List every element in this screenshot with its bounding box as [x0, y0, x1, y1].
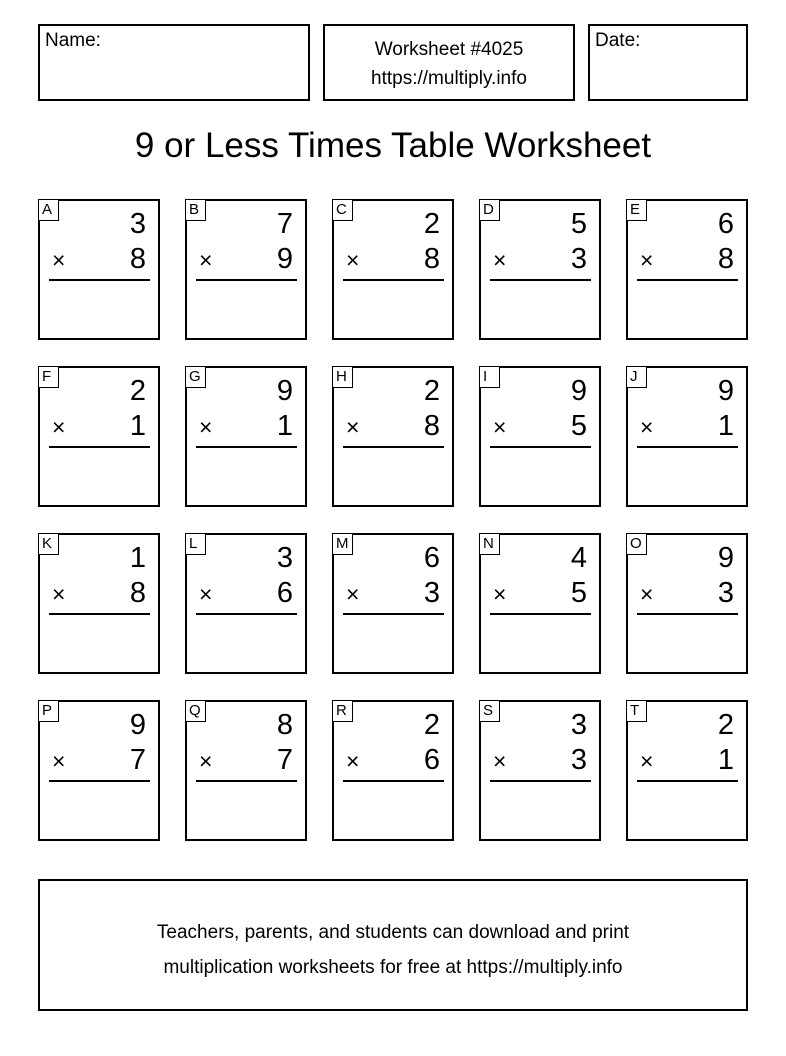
answer-line — [637, 279, 738, 281]
multiplier: 1 — [717, 410, 734, 442]
problem-card[interactable] — [479, 366, 601, 507]
problem-card[interactable] — [626, 366, 748, 507]
worksheet-url: https://multiply.info — [371, 68, 527, 89]
multiplicand: 9 — [276, 375, 293, 407]
times-sign: × — [52, 247, 66, 273]
multiplicand: 3 — [570, 709, 587, 741]
answer-line — [637, 780, 738, 782]
problem-card[interactable] — [626, 700, 748, 841]
problem-letter: C — [332, 199, 353, 221]
times-sign: × — [493, 414, 507, 440]
problem-card[interactable] — [479, 700, 601, 841]
problem-letter: R — [332, 700, 353, 722]
multiplier: 7 — [276, 744, 293, 776]
answer-line — [490, 780, 591, 782]
problem-letter: S — [479, 700, 500, 722]
multiplicand: 2 — [423, 375, 440, 407]
problem-letter: T — [626, 700, 647, 722]
answer-line — [490, 279, 591, 281]
times-sign: × — [346, 414, 360, 440]
problem-card[interactable] — [626, 533, 748, 674]
problem-card[interactable] — [479, 199, 601, 340]
multiplicand: 2 — [717, 709, 734, 741]
problem-letter: K — [38, 533, 59, 555]
problem-card[interactable] — [38, 700, 160, 841]
worksheet-info-box — [323, 24, 575, 101]
multiplier: 3 — [423, 577, 440, 609]
problem-card[interactable] — [185, 533, 307, 674]
times-sign: × — [640, 247, 654, 273]
times-sign: × — [493, 247, 507, 273]
times-sign: × — [346, 247, 360, 273]
times-sign: × — [346, 581, 360, 607]
times-sign: × — [52, 581, 66, 607]
problem-letter: M — [332, 533, 353, 555]
multiplier: 8 — [423, 243, 440, 275]
answer-line — [343, 446, 444, 448]
answer-line — [49, 446, 150, 448]
problem-card[interactable] — [479, 533, 601, 674]
multiplier: 8 — [129, 243, 146, 275]
footer-line-1: Teachers, parents, and students can download and print — [156, 922, 630, 943]
multiplicand: 9 — [570, 375, 587, 407]
problem-letter: J — [626, 366, 647, 388]
times-sign: × — [52, 414, 66, 440]
problem-card[interactable] — [332, 366, 454, 507]
multiplier: 1 — [129, 410, 146, 442]
multiplier: 9 — [276, 243, 293, 275]
times-sign: × — [52, 748, 66, 774]
problem-card[interactable] — [38, 533, 160, 674]
multiplicand: 4 — [570, 542, 587, 574]
problem-letter: H — [332, 366, 353, 388]
answer-line — [49, 780, 150, 782]
answer-line — [637, 446, 738, 448]
answer-line — [343, 780, 444, 782]
multiplicand: 9 — [717, 542, 734, 574]
times-sign: × — [640, 748, 654, 774]
worksheet-number: Worksheet #4025 — [374, 39, 524, 60]
footer-box — [38, 879, 748, 1011]
date-label: Date: — [595, 30, 641, 51]
multiplicand: 9 — [129, 709, 146, 741]
multiplicand: 2 — [129, 375, 146, 407]
problem-letter: A — [38, 199, 59, 221]
problem-letter: L — [185, 533, 206, 555]
times-sign: × — [493, 581, 507, 607]
problem-letter: B — [185, 199, 206, 221]
problem-card[interactable] — [332, 199, 454, 340]
multiplicand: 5 — [570, 208, 587, 240]
problem-card[interactable] — [38, 199, 160, 340]
multiplicand: 3 — [129, 208, 146, 240]
answer-line — [49, 279, 150, 281]
multiplicand: 8 — [276, 709, 293, 741]
problem-card[interactable] — [332, 533, 454, 674]
multiplier: 7 — [129, 744, 146, 776]
problem-card[interactable] — [332, 700, 454, 841]
times-sign: × — [199, 247, 213, 273]
multiplicand: 3 — [276, 542, 293, 574]
multiplicand: 1 — [129, 542, 146, 574]
multiplier: 8 — [423, 410, 440, 442]
problem-card[interactable] — [38, 366, 160, 507]
problem-card[interactable] — [185, 199, 307, 340]
multiplier: 8 — [129, 577, 146, 609]
multiplicand: 6 — [717, 208, 734, 240]
answer-line — [490, 446, 591, 448]
answer-line — [490, 613, 591, 615]
multiplicand: 2 — [423, 208, 440, 240]
answer-line — [49, 613, 150, 615]
multiplicand: 2 — [423, 709, 440, 741]
answer-line — [637, 613, 738, 615]
multiplier: 5 — [570, 577, 587, 609]
multiplier: 1 — [276, 410, 293, 442]
times-sign: × — [640, 581, 654, 607]
multiplier: 3 — [570, 744, 587, 776]
multiplier: 5 — [570, 410, 587, 442]
multiplicand: 7 — [276, 208, 293, 240]
answer-line — [196, 446, 297, 448]
problem-letter: O — [626, 533, 647, 555]
multiplier: 6 — [423, 744, 440, 776]
multiplier: 8 — [717, 243, 734, 275]
problem-card[interactable] — [185, 366, 307, 507]
times-sign: × — [346, 748, 360, 774]
problem-letter: F — [38, 366, 59, 388]
multiplier: 6 — [276, 577, 293, 609]
problem-letter: D — [479, 199, 500, 221]
multiplier: 1 — [717, 744, 734, 776]
name-label: Name: — [45, 30, 101, 51]
problem-card[interactable] — [626, 199, 748, 340]
name-field[interactable] — [38, 24, 310, 101]
times-sign: × — [493, 748, 507, 774]
footer-line-2: multiplication worksheets for free at https://multiply.info — [163, 957, 623, 978]
problem-letter: Q — [185, 700, 206, 722]
problem-letter: N — [479, 533, 500, 555]
times-sign: × — [640, 414, 654, 440]
answer-line — [343, 613, 444, 615]
problem-letter: I — [479, 366, 500, 388]
multiplicand: 9 — [717, 375, 734, 407]
answer-line — [196, 279, 297, 281]
times-sign: × — [199, 748, 213, 774]
answer-line — [343, 279, 444, 281]
problem-letter: E — [626, 199, 647, 221]
problem-letter: G — [185, 366, 206, 388]
multiplier: 3 — [570, 243, 587, 275]
multiplicand: 6 — [423, 542, 440, 574]
times-sign: × — [199, 414, 213, 440]
date-field[interactable] — [588, 24, 748, 101]
times-sign: × — [199, 581, 213, 607]
problem-card[interactable] — [185, 700, 307, 841]
page-title: 9 or Less Times Table Worksheet — [134, 126, 652, 165]
answer-line — [196, 780, 297, 782]
answer-line — [196, 613, 297, 615]
problem-letter: P — [38, 700, 59, 722]
multiplier: 3 — [717, 577, 734, 609]
